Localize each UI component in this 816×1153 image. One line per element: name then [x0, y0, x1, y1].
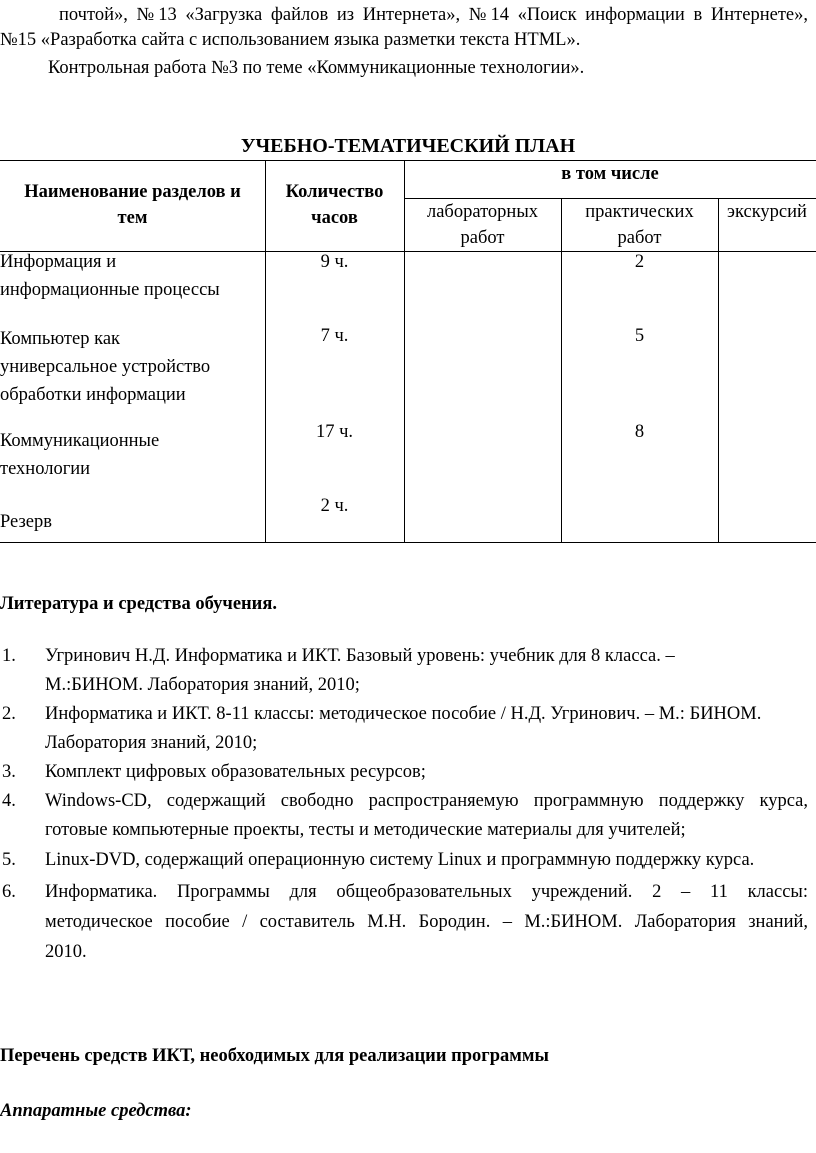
row-1-practical: 2 [634, 252, 645, 272]
literature-item-2-num: 2. [2, 704, 16, 724]
literature-item-6-line-1: Информатика. Программы для общеобразовательных учреждений. 2 – 11 классы: [45, 882, 808, 902]
row-3-name [0, 427, 262, 483]
intro-line-2: №15 «Разработка сайта с использованием языка разметки текста HTML». [0, 30, 581, 50]
table-border-bottom [0, 542, 816, 543]
literature-item-2-line-1: Информатика и ИКТ. 8-11 классы: методическое пособие / Н.Д. Угринович. – М.: БИНОМ. [45, 704, 762, 724]
row-2-name-line-3: обработки информации [0, 385, 186, 405]
row-1-name [0, 248, 262, 304]
literature-item-1-line-2: М.:БИНОМ. Лаборатория знаний, 2010; [45, 675, 360, 695]
header-lab [404, 199, 561, 251]
header-sections-line-1: Наименование разделов и [24, 182, 241, 202]
header-sections [0, 179, 265, 231]
header-lab-line-1: лабораторных [426, 202, 538, 222]
row-2-name-line-2: универсальное устройство [0, 357, 211, 377]
literature-item-1-num: 1. [2, 646, 16, 666]
literature-item-3-num: 3. [2, 762, 16, 782]
literature-heading: Литература и средства обучения. [0, 594, 277, 614]
header-practical-line-2: работ [617, 228, 662, 248]
header-excursions: экскурсий [727, 202, 807, 222]
intro-line-1: почтой», №13 «Загрузка файлов из Интернета», №14 «Поиск информации в Интернете», [59, 5, 808, 25]
plan-title: УЧЕБНО-ТЕМАТИЧЕСКИЙ ПЛАН [240, 135, 576, 157]
literature-item-1-line-1: Угринович Н.Д. Информатика и ИКТ. Базовый уровень: учебник для 8 класса. – [45, 646, 675, 666]
row-2-practical: 5 [634, 326, 645, 346]
header-including: в том числе [561, 164, 659, 184]
row-2-name-line-1: Компьютер как [0, 329, 121, 349]
header-hours [265, 179, 404, 231]
literature-item-6-line-2: методическое пособие / составитель М.Н. Бородин. – М.:БИНОМ. Лаборатория знаний, [45, 912, 808, 932]
literature-item-2-line-2: Лаборатория знаний, 2010; [45, 733, 258, 753]
row-3-practical: 8 [634, 422, 645, 442]
literature-item-5-num: 5. [2, 850, 16, 870]
literature-item-4-num: 4. [2, 791, 16, 811]
intro-line-3: Контрольная работа №3 по теме «Коммуникационные технологии». [48, 58, 585, 78]
row-3-name-line-2: технологии [0, 459, 91, 479]
header-lab-line-2: работ [460, 228, 505, 248]
header-practical [561, 199, 718, 251]
row-1-name-line-2: информационные процессы [0, 280, 220, 300]
literature-item-3-line-1: Комплект цифровых образовательных ресурсов; [45, 762, 426, 782]
header-practical-line-1: практических [585, 202, 694, 222]
row-4-name: Резерв [0, 512, 52, 532]
header-sections-line-2: тем [117, 208, 148, 228]
row-1-hours: 9 ч. [320, 252, 349, 272]
row-2-hours: 7 ч. [320, 326, 349, 346]
row-1-name-line-1: Информация и [0, 252, 117, 272]
literature-item-4-line-1: Windows-CD, содержащий свободно распространяемую программную поддержку курса, [45, 791, 808, 811]
literature-item-5-line-1: Linux-DVD, содержащий операционную систему Linux и программную поддержку курса. [45, 850, 755, 870]
header-hours-line-2: часов [311, 208, 358, 228]
table-col-divider-4 [718, 198, 719, 543]
row-3-hours: 17 ч. [315, 422, 354, 442]
row-4-hours: 2 ч. [320, 496, 349, 516]
literature-item-6-line-3: 2010. [45, 942, 87, 962]
header-hours-line-1: Количество [285, 182, 384, 202]
ict-heading: Перечень средств ИКТ, необходимых для реализации программы [0, 1046, 549, 1066]
hardware-heading: Аппаратные средства: [0, 1101, 192, 1121]
row-2-name [0, 325, 262, 409]
literature-item-6-num: 6. [2, 882, 16, 902]
literature-item-4-line-2: готовые компьютерные проекты, тесты и методические материалы для учителей; [45, 820, 686, 840]
row-3-name-line-1: Коммуникационные [0, 431, 160, 451]
